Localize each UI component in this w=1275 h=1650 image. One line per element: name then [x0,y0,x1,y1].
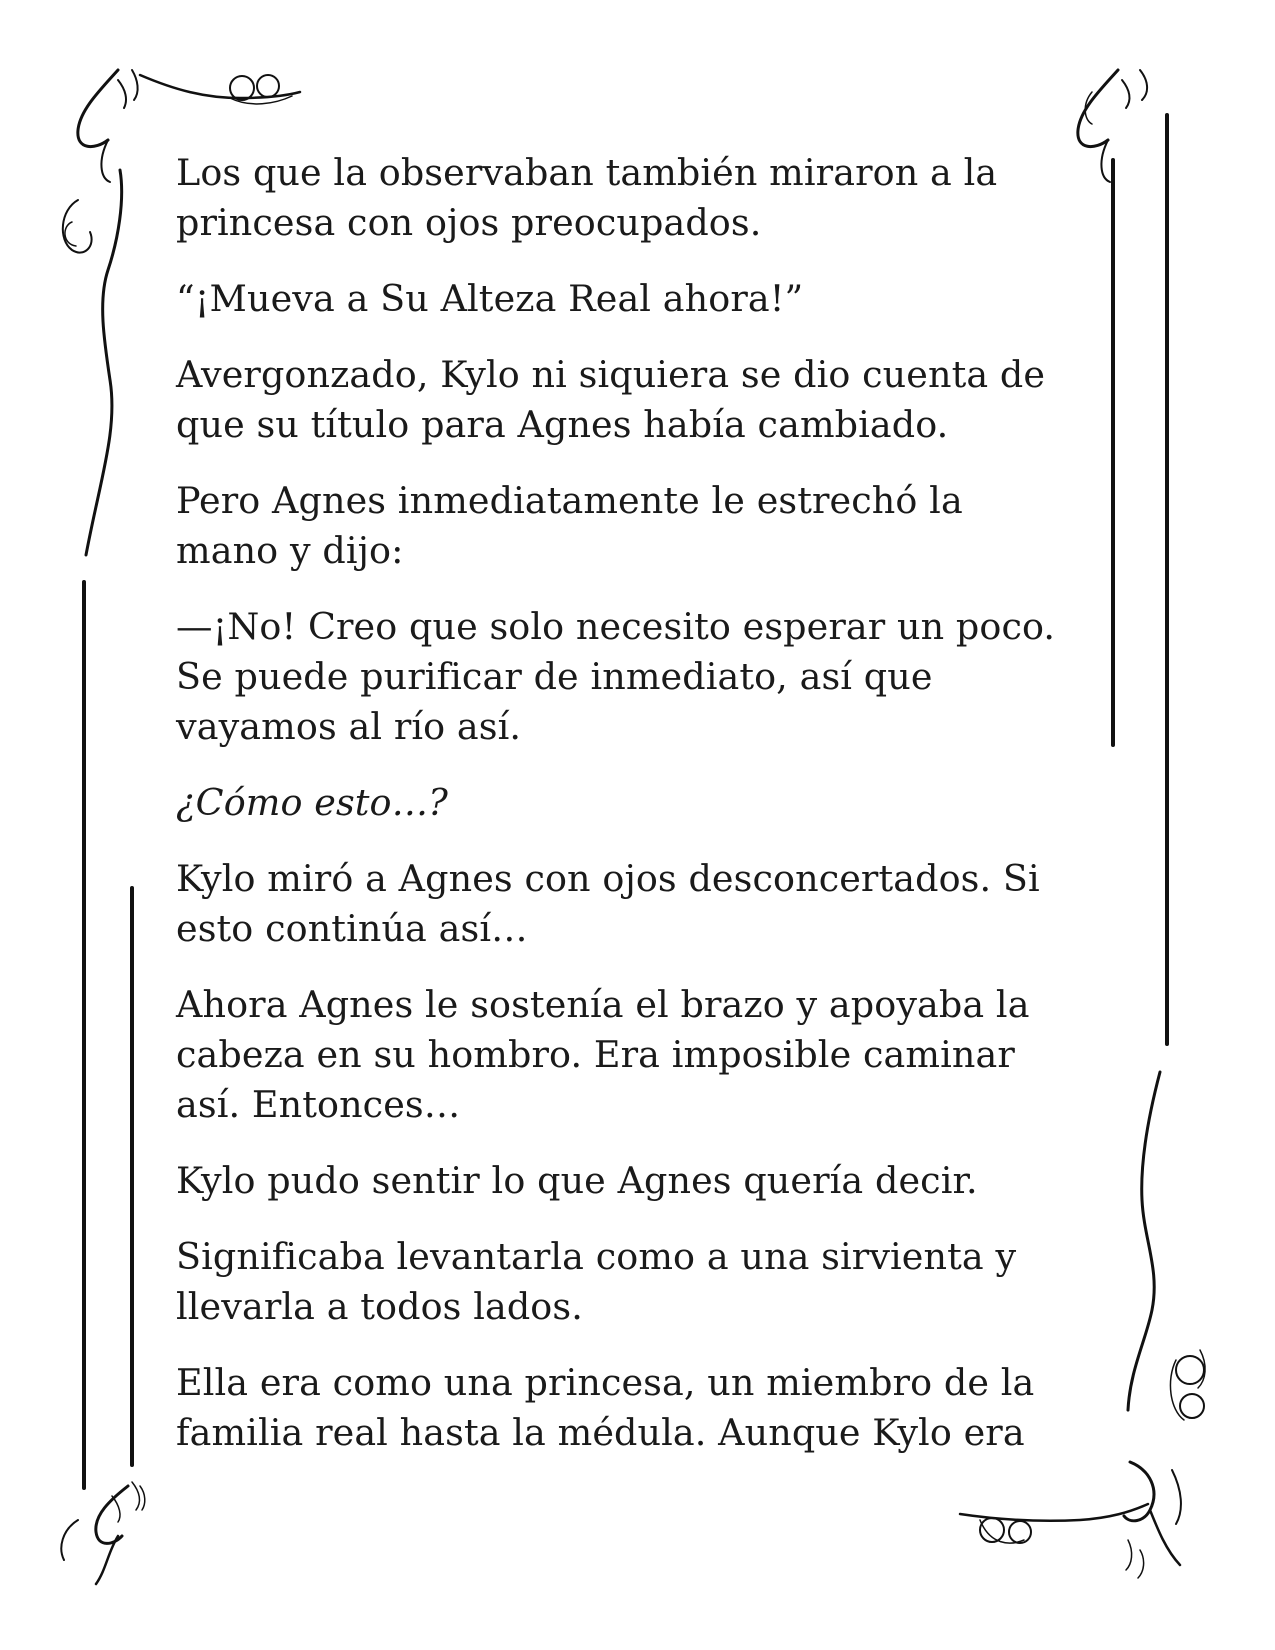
paragraph [176,274,1096,324]
text-line: Kylo miró a Agnes con ojos desconcertados. Si [176,857,1040,900]
paragraph [176,1358,1096,1458]
text-line: Pero Agnes inmediatamente le estrechó la [176,479,963,522]
text-line: Avergonzado, Kylo ni siquiera se dio cuenta de [176,353,1046,396]
chapter-text [176,148,1096,1484]
text-line: esto continúa así… [176,907,528,950]
paragraph [176,1156,1096,1206]
paragraph [176,602,1096,752]
text-line: que su título para Agnes había cambiado. [176,403,949,446]
flourish-right-curve-icon [1128,1072,1205,1420]
text-line: ¿Cómo esto…? [176,781,448,824]
text-line: Ella era como una princesa, un miembro de la [176,1361,1035,1404]
text-line: cabeza en su hombro. Era imposible caminar [176,1033,1015,1076]
paragraph [176,350,1096,450]
flourish-bottom-left-icon [61,1482,144,1584]
text-line: Kylo pudo sentir lo que Agnes quería decir. [176,1159,978,1202]
text-line: princesa con ojos preocupados. [176,201,762,244]
text-line: así. Entonces… [176,1083,461,1126]
text-line: vayamos al río así. [176,705,522,748]
paragraph [176,854,1096,954]
text-line: —¡No! Creo que solo necesito esperar un poco. [176,605,1056,648]
paragraph [176,778,1096,828]
text-line: “¡Mueva a Su Alteza Real ahora!” [176,277,804,320]
text-line: familia real hasta la médula. Aunque Kylo era [176,1411,1025,1454]
paragraph [176,1232,1096,1332]
text-line: Se puede purificar de inmediato, así que [176,655,933,698]
paragraph [176,148,1096,248]
text-line: Significaba levantarla como a una sirvienta y [176,1235,1017,1278]
text-line: llevarla a todos lados. [176,1285,583,1328]
text-line: Ahora Agnes le sostenía el brazo y apoyaba la [176,983,1030,1026]
text-line: Los que la observaban también miraron a la [176,151,998,194]
paragraph [176,980,1096,1130]
text-line: mano y dijo: [176,529,404,572]
paragraph [176,476,1096,576]
